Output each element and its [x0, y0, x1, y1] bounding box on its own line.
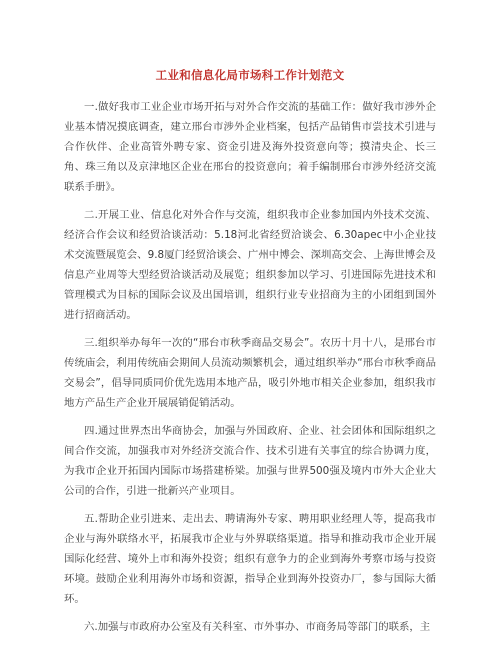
paragraph-4: 四.通过世界杰出华商协会，加强与外国政府、企业、社会团体和国际组织之间合作交流，加强我市对外经济交流合作、技术引进有关事宜的综合协调力度，为我市企业开拓国内国际市场搭建桥梁。加强与世界500强及境内市外大企业大公司的合作，引进一批新兴产业项目。 [64, 425, 436, 497]
paragraph-3: 三.组织举办每年一次的“邢台市秋季商品交易会”。农历十月十八，是邢台市传统庙会，利用传统庙会期间人员流动频繁机会，通过组织举办“邢台市秋季商品交易会”，倡导同质同价优先选用本地产品，吸引外地市相关企业参加，组织我市地方产品生产企业开展展销促销活动。 [64, 337, 436, 409]
paragraph-6: 六.加强与市政府办公室及有关科室、市外事办、市商务局等部门的联系，主 [84, 621, 431, 633]
paragraph-5: 五.帮助企业引进来、走出去、聘请海外专家、聘用职业经理人等，提高我市企业与海外联络水平，拓展我市企业与外界联络渠道。指导和推动我市企业开展国际化经营、境外上市和海外投资；组织有意争力的企业到海外考察市场与投资环境。鼓励企业利用海外市场和资源，指导企业到海外投资办厂，参与国际大循环。 [64, 513, 436, 605]
paragraph-1: 一.做好我市工业企业市场开拓与对外合作交流的基础工作：做好我市涉外企业基本情况摸底调查，建立邢台市涉外企业档案，包括产品销售市尝技术引进与合作伙伴、企业高管外聘专家、资金引进及海外投资意向等；摸清央企、长三角、珠三角以及京津地区企业在邢台的投资意向；着手编制邢台市涉外经济交流联系手册》。 [64, 101, 436, 193]
document-title: 工业和信息化局市场科工作计划范文 [155, 68, 345, 82]
document-body [64, 97, 436, 645]
paragraph-2: 二.开展工业、信息化对外合作与交流，组织我市企业参加国内外技术交流、经济合作会议和经贸洽谈活动：5.18河北省经贸洽谈会、6.30apec中小企业技术交流暨展览会、9.8厦门经贸洽谈会、广州中博会、深圳高交会、上海世博会及信息产业周等大型经贸洽谈活动及展览；组织参加以学习、引进国际先进技术和管理模式为目标的国际会议及出国培训，组织行业专业招商为主的小团组到国外进行招商活动。 [64, 209, 436, 321]
